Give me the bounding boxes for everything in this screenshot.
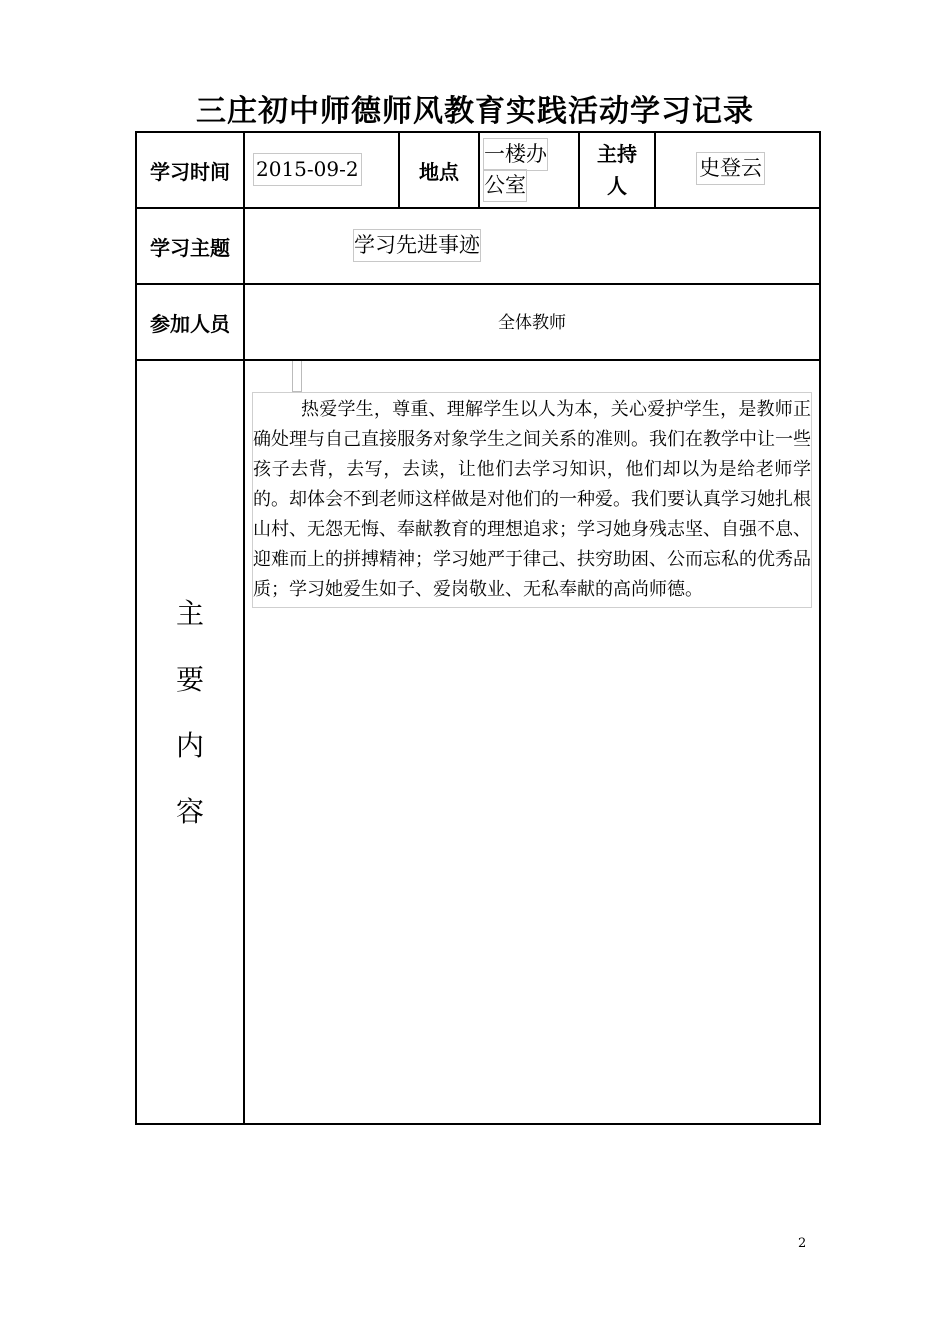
place-value	[484, 139, 547, 201]
host-value: 史登云	[697, 153, 764, 184]
table-border-bottom	[135, 1123, 821, 1125]
main-content-label-char-3: 内	[175, 729, 204, 762]
column-divider-host-value	[654, 131, 656, 208]
study-time-label: 学习时间	[150, 159, 230, 184]
study-time-value: 2015-09-2	[254, 154, 361, 185]
record-table	[135, 131, 821, 1125]
place-value-line1: 一楼办	[484, 139, 547, 170]
main-content-label-char-2: 要	[175, 663, 204, 696]
place-label: 地点	[419, 159, 459, 184]
page-number: 2	[798, 1236, 807, 1251]
participants-label: 参加人员	[150, 311, 230, 336]
main-content-label-char-4: 容	[175, 795, 204, 828]
participants-value: 全体教师	[498, 313, 566, 333]
table-border-right	[819, 131, 821, 1125]
row-divider-3	[135, 359, 821, 361]
column-divider-place-value	[478, 131, 480, 208]
study-topic-label: 学习主题	[150, 235, 230, 260]
study-topic-value: 学习先进事迹	[354, 230, 480, 261]
page-title: 三庄初中师德师风教育实践活动学习记录	[196, 94, 754, 129]
host-label-line2: 人	[607, 174, 627, 198]
host-label	[580, 137, 654, 203]
main-content-text: 热爱学生，尊重、理解学生以人为本，关心爱护学生，是教师正确处理与自己直接服务对象学生之间关系的准则。我们在教学中让一些孩子去背，去写，去读，让他们去学习知识，他们却以为是给老师学的。却体会不到老师这样做是对他们的一种爱。我们要认真学习她扎根山村、无怨无悔、奉献教育的理想追求；学习她身残志坚、自强不息、迎难而上的拼搏精神；学习她严于律己、扶穷助困、公而忘私的优秀品质；学习她爱生如子、爱岗敬业、无私奉献的高尚师德。	[253, 393, 811, 607]
text-cursor-marker	[292, 361, 302, 392]
place-value-line2: 公室	[484, 170, 526, 201]
host-label-line1: 主持	[597, 142, 637, 166]
main-content-label	[135, 581, 245, 845]
main-content-label-char-1: 主	[175, 597, 204, 630]
